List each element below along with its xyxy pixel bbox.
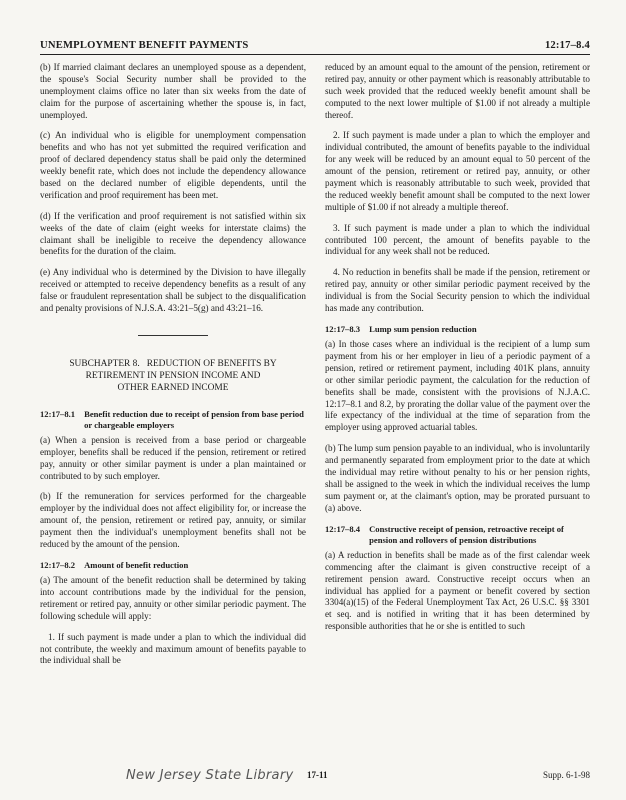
section-heading-8-2	[40, 560, 306, 571]
section-heading-8-4	[325, 524, 590, 546]
section-number: 12:17–8.3	[325, 323, 361, 334]
section-divider	[138, 335, 208, 336]
section-title: Lump sum pension reduction	[369, 323, 477, 334]
section-number: 12:17–8.4	[325, 523, 361, 534]
section-heading-8-1	[40, 409, 306, 431]
section-8-2-item-2: 2. If such payment is made under a plan to which the employer and individual contributed, the amount of benefits payable to the individual for any week will be reduced by an amount equal to 50 percent of the amount of the pension, retirement or retired pay, annuity, or other payment which is reasonably attributable to such week, provided that the reduced weekly benefit amount shall be computed to the next lower multiple of $1.00 if not already a multiple thereof.	[325, 130, 590, 212]
paragraph-b: (b) If married claimant declares an unemployed spouse as a dependent, the spouse's Social Security number shall be provided to the unemployment claims office no later than six weeks from the date of claim for the purpose of ascertaining whether the spouse is, in fact, unemployed.	[40, 62, 306, 120]
library-watermark: New Jersey State Library	[126, 768, 294, 783]
supplement-date: Supp. 6-1-98	[543, 770, 590, 780]
subchapter-line: SUBCHAPTER 8. REDUCTION OF BENEFITS BY	[69, 358, 277, 369]
paragraph-c: (c) An individual who is eligible for unemployment compensation benefits and who has not yet submitted the required verification and proof of declared dependency status shall be paid only the determined weekly benefit rate, which does not include the dependency allowance based on the declared number of eligible dependents, until the verification and proof requirement has been met.	[40, 130, 306, 200]
section-8-2-a: (a) The amount of the benefit reduction shall be determined by taking into account contributions made by the individual for the pension, retirement or retired pay, annuity or other similar periodic payment. The following schedule will apply:	[40, 575, 306, 621]
section-8-1-a: (a) When a pension is received from a base period or chargeable employer, benefits shall be reduced if the pension, retirement or retired pay, annuity or other similar payment is under a plan maintained or contributed to by such employer.	[40, 434, 306, 481]
section-8-3-b: (b) The lump sum pension payable to an individual, who is involuntarily and permanently separated from employment prior to the date at which the individual may retire without penalty to his or her pension rights, shall be assigned to the week in which the individual receives the lump sum payment or, at the claimant's option, may be prorated pursuant to (a) above.	[325, 443, 590, 513]
page-number: 17-11	[307, 770, 328, 780]
section-8-4-a: (a) A reduction in benefits shall be made as of the first calendar week commencing after the claimant is given constructive receipt of a retirement pension award. Constructive receipt occurs when an individual has applied for a payment or benefit covered by section 3304(a)(15) of the Federal Unemployment Tax Act, 26 U.S.C. §§ 3301 et seq. and is notified in writing that it has been determined by responsible authorities that he or she is entitled to such	[325, 549, 590, 632]
left-column	[40, 62, 306, 676]
subchapter-heading	[46, 358, 300, 395]
item-1-continued: reduced by an amount equal to the amount of the pension, retirement or retired pay, annuity or other payment which is reasonably attributable to such week provided that the reduced weekly benefit amount shall be computed to the next lower multiple of $1.00 if not already a multiple thereof.	[325, 62, 590, 120]
header-section-number: 12:17–8.4	[544, 40, 590, 51]
header-chapter-title: UNEMPLOYMENT BENEFIT PAYMENTS	[40, 40, 249, 51]
section-title: Amount of benefit reduction	[84, 559, 189, 570]
running-header	[40, 40, 590, 55]
right-column	[325, 62, 590, 642]
section-8-1-b: (b) If the remuneration for services performed for the chargeable employer by the individual does not affect eligibility for, or increase the amount of, the pension, retirement or retired pay, annuity, or similar payment then the individual's unemployment benefits shall not be reduced by the amount of the pension.	[40, 491, 306, 550]
paragraph-e: (e) Any individual who is determined by the Division to have illegally received or attempted to receive dependency benefits as a result of any false or fraudulent representation shall be subject to the disqualification and penalty provisions of N.J.S.A. 43:21–5(g) and 43:21–16.	[40, 267, 306, 314]
section-8-2-item-4: 4. No reduction in benefits shall be made if the pension, retirement or retired pay, annuity or other similar periodic payment received by the individual is from the Social Security pension to which the individual has made any contribution.	[325, 267, 590, 314]
subchapter-line: OTHER EARNED INCOME	[117, 383, 229, 394]
section-heading-8-3	[325, 324, 590, 335]
section-title: Constructive receipt of pension, retroactive receipt of pension and rollovers of pension distributions	[369, 523, 564, 545]
section-number: 12:17–8.2	[40, 559, 76, 570]
page-footer	[40, 768, 590, 788]
section-8-3-a: (a) In those cases where an individual is the recipient of a lump sum payment from his or her employer in lieu of a periodic payment of a pension, retired or retirement payment, including 401K plans, annuity or other similar periodic payment, the calculation for the reduction of benefits shall be made, consistent with the provisions of N.J.A.C. 12:17–8.1 and 8.2, by prorating the dollar value of the payment over the life expectancy of the individual at the time of separation from the employer using approved actuarial tables.	[325, 339, 590, 433]
paragraph-d: (d) If the verification and proof requirement is not satisfied within six weeks of the date of claim (eight weeks for interstate claims) the claimant shall be ineligible to receive the dependency allowance benefits for the duration of the claim.	[40, 210, 306, 257]
section-8-2-item-3: 3. If such payment is made under a plan to which the individual contributed 100 percent, the amount of benefits payable to the individual for any week shall not be reduced.	[325, 222, 590, 257]
section-title: Benefit reduction due to receipt of pension from base period or chargeable employers	[84, 408, 304, 430]
section-8-2-item-1: 1. If such payment is made under a plan to which the individual did not contribute, the weekly and maximum amount of benefits payable to the individual shall be	[40, 631, 306, 666]
subchapter-line: RETIREMENT IN PENSION INCOME AND	[85, 371, 261, 382]
section-number: 12:17–8.1	[40, 408, 76, 419]
